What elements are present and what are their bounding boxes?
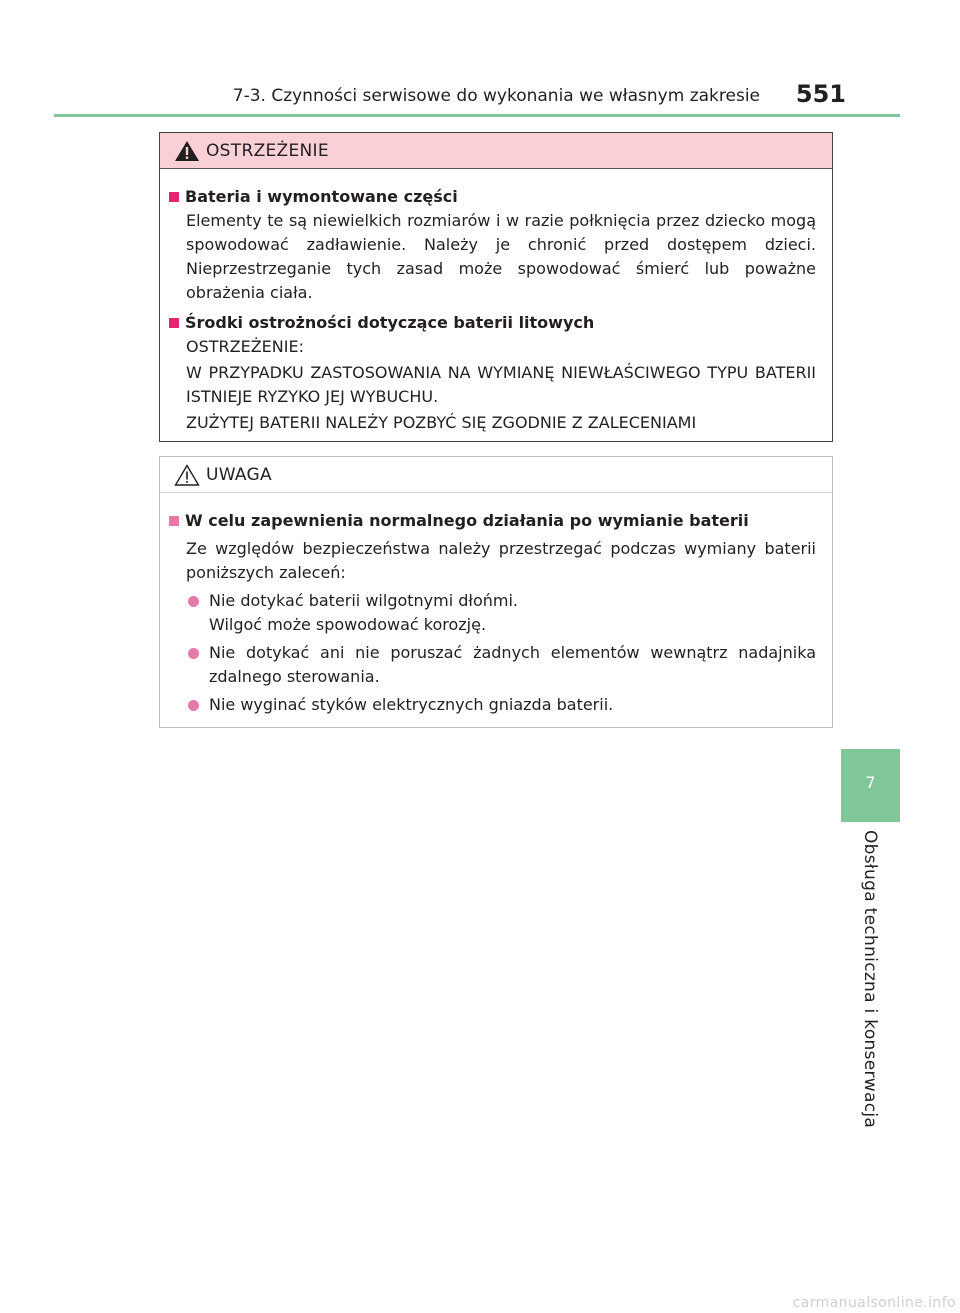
caution-triangle-icon <box>174 464 200 490</box>
note-header <box>160 457 832 493</box>
section-heading: Środki ostrożności dotyczące baterii litowych <box>176 311 816 335</box>
section-heading: Bateria i wymontowane części <box>176 185 816 209</box>
warning-triangle-icon <box>174 140 200 166</box>
square-bullet-icon <box>169 192 179 202</box>
note-label: UWAGA <box>206 465 272 485</box>
chapter-title: Obsługa techniczna i konserwacja <box>860 830 880 1129</box>
page-header <box>54 78 900 117</box>
list-item: Nie dotykać ani nie poruszać żadnych elementów wewnątrz nadajnika zdalnego sterowania. <box>176 641 816 689</box>
section-title: 7-3. Czynności serwisowe do wykonania we własnym zakresie <box>232 86 760 106</box>
circle-bullet-icon <box>188 700 199 711</box>
warning-box <box>159 132 833 442</box>
list-item: Nie wyginać styków elektrycznych gniazda baterii. <box>176 693 816 717</box>
paragraph: W PRZYPADKU ZASTOSOWANIA NA WYMIANĘ NIEWŁAŚCIWEGO TYPU BATERII ISTNIEJE RYZYKO JEJ WYBUCHU. <box>186 363 816 406</box>
note-box <box>159 456 833 728</box>
square-bullet-icon <box>169 318 179 328</box>
warning-header <box>160 133 832 169</box>
page-number: 551 <box>795 80 846 108</box>
paragraph: Elementy te są niewielkich rozmiarów i w razie połknięcia przez dziecko mogą spowodować zadławienie. Należy je chronić przed dostępem dzieci. Nieprzestrzeganie tych zasad może spowodować śmierć lub poważne obrażenia ciała. <box>186 211 816 302</box>
warning-label: OSTRZEŻENIE <box>206 141 329 161</box>
paragraph: ZUŻYTEJ BATERII NALEŻY POZBYĆ SIĘ ZGODNIE Z ZALECENIAMI <box>186 413 697 432</box>
section-heading: W celu zapewnienia normalnego działania po wymianie baterii <box>176 509 816 533</box>
chapter-number: 7 <box>865 773 876 792</box>
watermark: carmanualsonline.info <box>792 1295 956 1311</box>
list-item: Nie dotykać baterii wilgotnymi dłońmi. Wilgoć może spowodować korozję. <box>176 589 816 637</box>
chapter-tab <box>841 749 900 822</box>
circle-bullet-icon <box>188 596 199 607</box>
circle-bullet-icon <box>188 648 199 659</box>
square-bullet-icon <box>169 516 179 526</box>
paragraph: OSTRZEŻENIE: <box>186 337 304 356</box>
paragraph: Ze względów bezpieczeństwa należy przestrzegać podczas wymiany baterii poniższych zaleceń: <box>186 539 816 582</box>
